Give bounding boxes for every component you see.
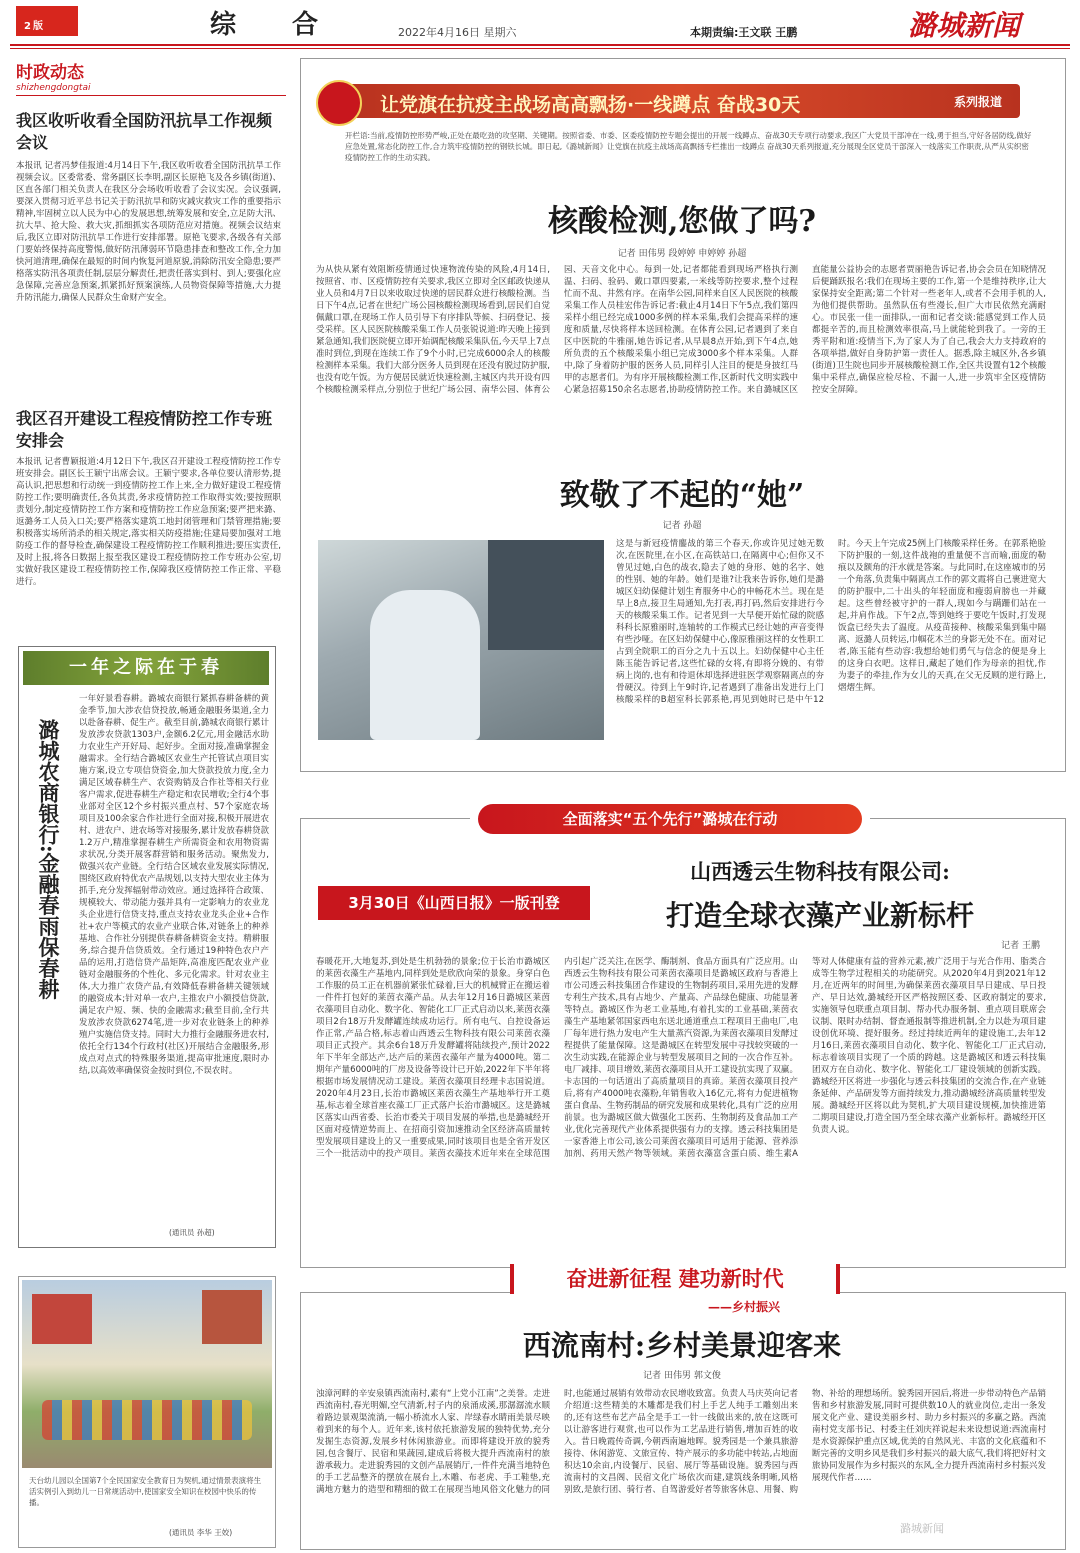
column-header: [16, 58, 286, 96]
article4-byline: 记者 田伟男 郭文俊: [643, 1371, 721, 1381]
fenjin-banner-bg: [510, 1264, 840, 1294]
feature-banner: [23, 651, 269, 685]
column-title: 时政动态: [16, 63, 84, 83]
article1-body: 为从快从紧有效阻断疫情通过快速物流传染的风险,4月14日,按照省、市、区疫情防控有关要求,我区立即对全区邮政快递从业人员和4月7日以来收取过快递的居民群众进行核酸检测。当日下午4点,记者在世纪广场公园核酸检测现场看到,居民们自觉佩戴口罩,在现场工作人员引导下有序排队等候、扫码登记、接受采样。区人民医院核酸采集工作人员张锐说道:昨天晚上接到紧急通知,我们医院便立即开始调配核酸采集队伍,今天早上7点准时到位,到现在连续工作了9个小时,已完成6000余人的核酸检测样本采集。我们大部分医务人员到现在还没有脱过防护服,也没有吃午饭。为方便居民就近快速检测,主城区内共开设有四个核酸检测采样点,分别位于世纪广场公园、南华公园、体育公园、天音文化中心。每到一处,记者都能看到现场严格执行测温、扫码、验码、戴口罩四要素,一米线等防控要求,整个过程忙而不乱、井然有序。在南华公园,同样来自区人民医院的核酸采集工作人员桂宏伟告诉记者:截止4月14日下午5点,我们第四采样小组已经完成1000多例的样本采集,我们会提高采样的速度和质量,尽快将样本送回检测。在体育公园,记者遇到了来自区中医院的牛雅丽,她告诉记者,从早晨8点开始,到下午4点,她所负责的五个核酸采集小组已完成3000多个样本采集。人群中,除了身着防护服的医务人员,同样引人注目的便是身披红马甲的志愿者们。为有序开展核酸检测工作,区新时代文明实践中心紧急招募150余名志愿者,协助疫情防控工作。来自潞城区区直能量公益协会的志愿者贾丽艳告诉记者,协会会员在知晓情况后便踊跃报名:我们在现场主要的工作,第一个是维持秩序,让大家保持安全距离;第二个针对一些老年人,或者不会用手机的人,为他们提供帮助。虽然队伍有些漫长,但广大市民依然充满耐心。市民张一佳一面排队,一面和记者交谈:能感觉到工作人员都挺辛苦的,而且检测效率很高,马上就能轮到我了。一旁的王秀平附和道:疫情当下,为了家人为了自己,我会大力支持政府的各项举措,做好自身防护第一责任人。据悉,除主城区外,各乡镇(街道)卫生院也同步开展核酸检测工作,全区共设置有12个核酸集中采样点,确保应检尽检、不漏一人,进一步筑牢全区疫情防控安全屏障。: [316, 265, 1046, 395]
fenjin-subtitle: ——乡村振兴: [707, 1300, 780, 1314]
nurse-photo: [318, 540, 604, 740]
article2-body: 这是与新冠疫情鏖战的第三个春天,你或许见过她无数次,在医院里,在小区,在高铁站口,在隔离中心;但你又不曾见过她,白色的战衣,隐去了她的身形、她的名字、她的性别、她的年龄。她们是谁?让我来告诉你,她们是潞城区妇幼保健计划生育服务中心的申畅花木兰。现在是早上8点,接卫生局通知,先打表,再打码,然后安排进行今天的核酸采集工作。记者见到一大早便开始忙碌的院感科科长原雅丽时,连轴转的工作模式已经让她的声音变得有些沙哑。在区妇幼保健中心,像原雅丽这样的女性职工占到全院职工的百分之九十五以上。妇幼保健中心主任陈玉能告诉记者,这些忙碌的女将,有即将分娩的、有带病上岗的,也有和待退休却选择进驻医学观察隔离点的夯骨硬汉。待到上午9时许,记者遇到了准备出发进行上门核酸采样的B超室科长郭系艳,再见到她时已是中午12时。今天上午完成25例上门核酸采样任务。在郭系艳脸下防护服的一刻,这件战袍的重量便不言而喻,面庞的勒痕以及额角的汗水就是答案。与此同时,在这座城市的另一个角落,负责集中隔离点工作的郭文霞将自己裹进宽大的防护服中,二十出头的年轻面庞和瘦弱肩膀也一并藏起。这些曾经被守护的一群人,现如今与蹒跚们站在一起,并肩作战。下午2点,等到她终于要吃午饭时,打发现饭盒已经失去了温度。从疫苗接种、核酸采集到集中隔离、返潞人员转运,巾帼花木兰的身影无处不在。面对记者,陈玉能有些动容:我想给她们勇气与信念的便是身上的这身白衣吧。这样日,藏起了她们作为母亲的担忧,作为妻子的牵挂,作为女儿的天真,在父无反顾的逆行路上,熠熠生辉。: [616, 539, 1046, 705]
article3-title: 打造全球衣藻产业新标杆: [665, 899, 974, 932]
article1-title: 核酸检测,您做了吗?: [547, 204, 817, 239]
photo-caption: 天台幼儿园以全国第7个全民国家安全教育日为契机,通过情景表演将生活实例引入到幼儿一日常规活动中,使国家安全知识在校园中快乐的传播。: [29, 1476, 262, 1507]
vehicle-window: [488, 540, 604, 650]
masthead-rule-thin: [10, 48, 1070, 49]
left-article1-title: 我区收听收看全国防汛抗旱工作视频会议: [16, 111, 273, 152]
kindergarten-photo: [22, 1280, 272, 1468]
left-article2-title: 我区召开建设工程疫情防控工作专班安排会: [16, 409, 273, 450]
children-bikes: [42, 1400, 252, 1440]
column-rule: [16, 95, 286, 96]
article2-title: 致敬了不起的“她”: [559, 478, 805, 513]
party-emblem-icon: [316, 80, 362, 126]
feature-vertical-title: 潞城农商银行:金融春雨保春耕: [36, 719, 61, 1000]
feature-box: [18, 646, 276, 1248]
wucai-banner: 全面落实“五个先行”潞城在行动: [478, 804, 862, 834]
page-number: [16, 6, 78, 36]
article3-body: 春暖花开,大地复苏,到处是生机勃勃的景象;位于长治市潞城区的莱茵衣藻生产基地内,同样到处是欣欣向荣的景象。身穿白色工作服的员工正在机器前紧张忙碌着,巨大的机械臂正在搬运着一件件打包好的莱茵衣藻产品。从去年12月16日潞城区莱茵衣藻项目自动化、数字化、智能化工厂正式启动以来,莱茵衣藻项目2台18万升发酵罐连续成功运行。所有电气、自控设备运作正常,产品合格,标志着山西透云生物科技有限公司莱茵衣藻项目正式投产。其余6台18万升发酵罐将陆续投产,预计2022年下半年全部达产,达产后的莱茵衣藻年产量为4000吨。第二期年产量6000吨的厂房及设备等设计已开始,2022年下半年将根据市场发展情况动工建设。莱茵衣藻项目经理卡志国说道。2020年4月23日,长治市潞城区莱茵衣藻生产基地举行开工奠基,标志着全球首座衣藻工厂正式落户长治市潞城区。这是潞城区落实山西省委、长治市委关于项目发展的举措,也是潞城经开区面对疫情逆势而上、在招商引资加速推动全区经济高质量转型发展项目建设上的又一重要成果,同时该项目也是全省开发区三个一批活动中的投产项目。莱茵衣藻技术近年来在全球范围内引起广泛关注,在医学、酶制剂、食品方面具有广泛应用。山西透云生物科技有限公司莱茵衣藻项目是潞城区政府与香港上市公司透云科技集团合作建设的生物制药项目,采用先进的发酵专利生产技术,具有占地少、产量高、产品绿色健康、功能显著等特点。潞城区作为老工业基地,有着扎实的工业基础,莱茵衣藻生产基地紧邻国家西电东送北通道重点工程项目王曲电厂,电厂每年进行热力发电产生大量蒸汽资源,为莱茵衣藻项目发酵过程提供了能量保障。这是潞城区在转型发展中寻找较突破的一次生动实践,在能源企业与转型发展项目之间的一次合作互补。电厂减排、项目增效,莱茵衣藻项目从开工建设抗实现了双赢。卡志国的一句话道出了高质量项目的真谛。莱茵衣藻项目投产后,将有产4000吨衣藻粉,年销售收入16亿元,将有力促进植物蛋白食品、生物药制品的研究发展和成果转化,具有广泛的应用前景。也为潞城区做大做强化工医药、生物制药及食品加工产业,优化完善现代产业体系提供强有力的支撑。透云科技集团是一家香港上市公司,该公司莱茵衣藻项目可适用于能源、营养添加剂、药用天然产物等领域。莱茵衣藻富含蛋白质、维生素A等对人体健康有益的营养元素,被广泛用于与光合作用、脂类合成等生物学过程相关的功能研究。从2020年4月到2021年12月,在近两年的时间里,为确保莱茵衣藻项目早日建成、早日投产、早日达效,潞城经开区严格按照区委、区政府制定的要求,实施领导包联重点项目制、帮办代办服务制、重点项目联席会议制、限时办结制、督查通报制等推进机制,全力以赴为项目建设创优环境、提好服务。经过持续近两年的建设施工,去年12月16日,莱茵衣藻项目自动化、数字化、智能化工厂正式启动,标志着该项目实现了一个质的跨越。这是潞城区和透云科技集团双方在自动化、数字化、智能化工厂建设领域的创新实践。潞城经开区将进一步强化与透云科技集团的交流合作,在产业链条延伸、产品研发等方面持续发力,推动潞城经济高质量转型发展。潞城经开区将以此为契机,扩大项目建设规模,加快推进第二期项目建设,打造全国乃至全球衣藻产业新标杆。潞城经开区负责人说。: [316, 957, 1046, 1159]
series-banner-title: 让党旗在抗疫主战场高高飘扬·一线蹲点 奋战30天: [380, 94, 801, 116]
left-article1-body: 本报讯 记者冯梦佳报道:4月14日下午,我区收听收看全国防汛抗旱工作视频会议。区委常委、常务副区长李明,副区长原艳飞及各乡镇(街道)、区直各部门相关负责人在我区分会场收听收看了会议实况。会议强调,要深入贯彻习近平总书记关于防汛抗旱和防灾减灾救灾工作的重要指示精神,牢固树立以人民为中心的发展思想,统筹发展和安全,立足防大汛、抗大旱、抢大险、救大灾,抓细抓实各项防范应对措施。视频会议结束后,我区立即对防汛抗旱工作进行安排部署。原艳飞要求,各级各有关部门要始终保持高度警惕,做好防汛薄弱环节隐患排查和整改工作,全力加快河道清理,确保在最短的时间内恢复河道原貌,消除防汛安全隐患;要严格落实防汛各项责任制,层层分解责任,把责任落实到村、到人;要强化应急保障,完善应急预案,抓紧抓好预案演练,人员物资保障等措施,大力提升防汛能力,确保人民群众生命财产安全。: [16, 161, 281, 303]
building-shape-2: [202, 1290, 262, 1344]
feature-body: 一年好景看春耕。潞城农商银行紧抓春耕备耕的黄金季节,加大涉农信贷投放,畅通金融服务渠道,全力以赴备春耕、促生产。截至目前,潞城农商银行累计发放涉农贷款1303户,金额6.2亿元,用金融活水助力农业生产开好局、起好步。全面对接,准确掌握金融需求。全行结合潞城区农业生产托管试点项目实施方案,设立专项信贷资金,加大贷款投放力度,全力满足区域春耕生产、农资购销及合作社等相关行业客户需求,促进春耕生产稳定和农民增收;全行4个事业部对全区12个乡村振兴重点村、57个家庭农场项目及100余家合作社进行全面对接,积极开展进农村、进农户、进农场等对接服务,累计发放春耕贷款1.2万户,精准掌握春耕生产所需资金和农用物资需求状况,分类开展客群营销和服务活动。聚焦发力,做强兴农产业链。全行结合区域农业发展实际情况,围绕区政府特优农产品规划,以支持大型农业主体为抓手,充分发挥辐射带动效应。通过选择符合政策、规模较大、带动能力强并具有一定影响力的农业龙头企业进行信贷支持,重点支持农业龙头企业+合作社+农户等模式的农业产业联合体,对链条上的种养基地、合作社分别提供春耕备耕资金支持。精耕服务,综合提升信贷质效。全行通过19种特色农户产品的运用,打造信贷产品矩阵,高准度匹配农业产业链对金融服务的个性化、多元化需求。针对农业主体,大力推广农贷产品,有效降低春耕备耕关键领域的融资成本;针对单一农户,主推农户小额授信贷款,满足农户短、频、快的金融需求;截至目前,全行共发放涉农贷款6274笔,进一步对农业链条上的种养殖户实施信贷支持。同时大力推行金融服务进农村,依托全行134个行政村(社区)开展结合金融服务,形成点对点式的特殊服务渠道,提高审批速度,限时办结,以高效率确保资金按时到位,不误农时。: [79, 694, 269, 1076]
article2-byline: 记者 孙超: [662, 521, 702, 531]
photo-byline: (通讯员 李华 王姣): [169, 1528, 233, 1537]
reprint-tag: 3月30日《山西日报》一版刊登: [318, 886, 590, 920]
series-intro: 开栏语:当前,疫情防控形势严峻,正处在最吃劲的攻坚期、关键期。按照省委、市委、区委疫情防控专题会提出的开展一线蹲点、奋战30天专项行动要求,我区广大党员干部冲在一线,勇于担当,守好各居防线,做好应急处置,常态化防控工作,合力筑牢疫情防控的钢铁长城。即日起,《潞城新闻》让党旗在抗疫主战场高高飘扬专栏推出一线蹲点 奋战30天系列报道,充分展现全区党员干部深入一线落实工作职责,从严从实织密疫情防控工作的生动实践。: [345, 131, 1032, 162]
article4-title: 西流南村:乡村美景迎客来: [522, 1329, 842, 1362]
section-name: 综合: [210, 10, 375, 40]
article3-byline: 记者 王鹏: [1001, 941, 1040, 951]
issue-date: 2022年4月16日 星期六: [398, 26, 517, 39]
feature-banner-text: 一年之际在于春: [69, 657, 223, 678]
column-subtitle: shizhengdongtai: [16, 83, 91, 93]
watermark: 潞城新闻: [900, 1522, 944, 1535]
wucai-banner-bg: [470, 804, 870, 836]
page-editor: 本期责编:王文联 王鹏: [690, 26, 798, 39]
article3-kicker: 山西透云生物科技有限公司:: [690, 859, 950, 884]
left-photo-box: [18, 1276, 276, 1548]
series-tag: 系列报道: [953, 95, 1002, 109]
article4-body: 浊漳河畔的辛安泉镇西流南村,素有“上党小江南”之美誉。走进西流南村,春光明媚,空气清新,村子内的泉涌成溪,那潺潺流水顺着路边景观渠流淌,一幅小桥流水人家、岸绿春水睛雨美景尽映着到来的每个人。近年来,该村依托旅游发展的独特优势,充分发掘生态资源,发展乡村休闲旅游业。而即将建设开放的貌秀园,包含餐厅、民宿和果蔬园,建成后将极大提升西流南村的旅游承载力。走进貌秀园的文创产品展销厅,一件件充满当地特色的手工艺品整齐的摆放在展台上,木雕、布老虎、手工鞋垫,充满地方魅力的造型和精细的做工在展现当地风俗文化魅力的同时,也能通过展销有效带动农民增收致富。负责人马庆英向记者介绍道:这些精美的木雕都是我们村上手艺人纯手工雕刻出来的,还有这些布艺产品全是手工一针一线做出来的,放在这既可以让游客进行观赏,也可以作为工艺品进行销售,增加百姓的收入。昔日晚霞传奇调,今朝西南遍地晖。貌秀园是一个兼具旅游接待、休闲游览、文旅宣传、特产展示的多功能中转站,占地面积达10余亩,内设餐厅、民宿、展厅等基础设施。貌秀园与西流南村的文昌阁、民宿文化广场依次而建,建筑线条明晰,风格别致,是旅行团、骑行者、自驾游爱好者等旅客休息、用餐、购物、补给的理想场所。貌秀园开园后,将进一步带动特色产品销售和乡村旅游发展,同时可提供数10人的就业岗位,走出一条发展文化产业、建设美丽乡村、助力乡村振兴的多赢之路。西流南村党支部书记、村委主任刘庆祥说起未来设想说道:西流南村是水资源保护重点区域,优美的自然风光、丰富的文化底蕴和不断完善的文明乡风是我们乡村振兴的最大底气,我们将把好村文旅协同发展作为乡村振兴的东风,全力提升西流南村乡村振兴发展现代作者……: [316, 1389, 1046, 1495]
page-suffix: 版: [32, 21, 43, 32]
page-number-value: 2: [24, 21, 31, 32]
paper-logo: 潞城新闻: [908, 9, 1021, 42]
protective-suit-figure: [370, 590, 480, 740]
series-banner: [340, 84, 1020, 118]
fenjin-banner: 奋进新征程 建功新时代: [510, 1264, 840, 1294]
article1-byline: 记者 田伟男 段婷婷 申婷婷 孙超: [617, 249, 747, 259]
feature-byline: (通讯员 孙超): [169, 1228, 215, 1237]
masthead-rule: [10, 44, 1070, 46]
building-shape: [32, 1294, 92, 1344]
left-article2-body: 本报讯 记者曹颖报道:4月12日下午,我区召开建设工程疫情防控工作专班安排会。副区长王颖宁出席会议。王颖宁要求,各单位要认清形势,提高认识,把思想和行动统一到疫情防控工作上来,全力做好建设工程疫情防控工作;要明确责任,各负其责,务求疫情防控工作取得实效;要按照职责划分,制定疫情防控工作方案和疫情防控工作应急预案;要严把来潞、返潞务工人员入口关;要严格落实建筑工地封闭管理和门禁管理措施;要积极落实场所消杀的相关规定,落实相关防疫措施;住建局要加强对工地防疫工作的督导检查,确保建设工程疫情防控工作顺利推进;要压实责任,及时上报,将各日数据上报至我区建设工程疫情防控工作专班办公室,切实做好我区建设工程疫情防控工作,保障我区疫情防控工作正常、平稳进行。: [16, 457, 281, 587]
